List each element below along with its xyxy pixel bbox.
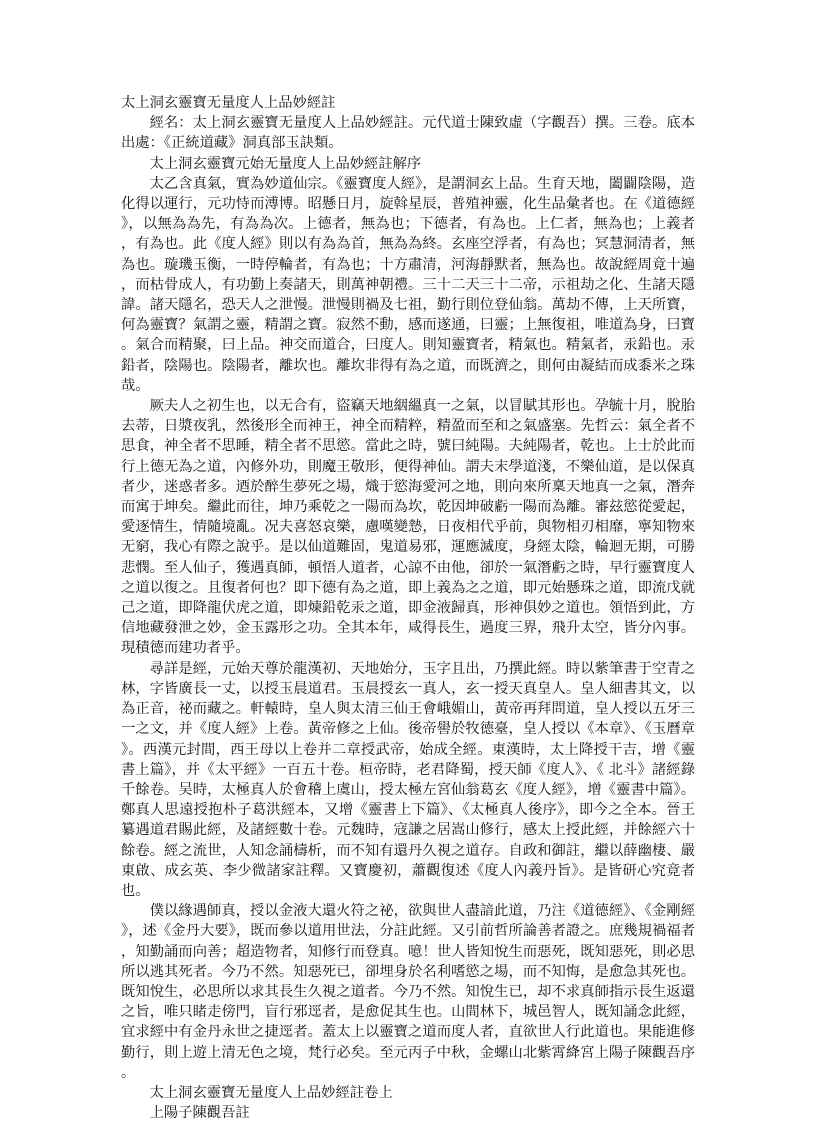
preface-paragraph-4: 僕以緣遇師真，授以金液大還火符之祕，欲與世人盡諳此道，乃注《道德經》、《金剛經》，述《金丹大要》，既而參以道用世法，分註此經。又引前哲所論善者證之。庶幾規禍福者，知勤誦而向善；超造物者，知修行而登真。噫！世人皆知悅生而惡死，既知惡死，則必思所以逃其死者。今乃不然。知惡死已，卻埋身於名利嗜慾之場，而不知悔，是愈急其死也。既知悅生，必思所以求其長生久視之道者。今乃不然。知悅生已，却不求真師指示長生返還之旨，唯只睹走傍門，盲行邪逕者，是愈促其生也。山間林下，城邑智人，既知誦念此經，宜求經中有金丹永世之捷逕者。蓋太上以靈寶之道而度人者，直欲世人行此道也。果能進修勤行，則上遊上清无色之境，梵行必矣。至元丙子中秋，金螺山北紫霄絳宮上陽子陳觀吾序。: [121, 903, 695, 1081]
preface-title: 太上洞玄靈寶元始无量度人上品妙經註解序: [149, 155, 422, 172]
author-line: 上陽子陳觀吾註: [149, 1105, 250, 1122]
volume-title: 太上洞玄靈寶无量度人上品妙經註卷上: [149, 1084, 393, 1101]
document-meta: 經名：太上洞玄靈寶无量度人上品妙經註。元代道士陳致虛（字觀吾）撰。三卷。底本出處：《正統道藏》洞真部玉訣類。: [121, 115, 695, 152]
preface-paragraph-2: 厥夫人之初生也，以无合有，盜竊天地絪縕真一之氣，以冒賦其形也。孕毓十月，脫胎去蒂，日漿夜乳，然後形全而神王，神全而精粹，精盈而至和之氣盛塞。先哲云：氣全者不思食，神全者不思睡，精全者不思慾。當此之時，號曰純陽。夫純陽者，乾也。上士於此而行上德无為之道，內修外功，則魔王敬形，便得神仙。謂夫末學道淺，不樂仙道，是以保真者少，迷惑者多。迺於醉生夢死之場，熾于慾海愛河之地，則向來所稟天地真一之氣，潛奔而寓于坤矣。繼此而往，坤乃乘乾之一陽而為坎，乾因坤破虧一陽而為離。審玆慾從愛起，愛逐情生，情隨境亂。况夫喜怒哀樂，慮嘆變慹，日夜相代乎前，與物相刃相靡，寧知物來无窮，我心有際之說乎。是以仙道難固，鬼道易邪，運應滅度，身經太陰，輪迴无期，可勝悲憫。至人仙子，獲遇真師，頓悟人道者，心諒不由他，卻於一氣潛虧之時，早行靈寶度人之道以復之。且復者何也？即下德有為之道，即上義為之之道，即元始懸珠之道，即流戊就己之道，即降龍伏虎之道，即煉鉛乾汞之道，即金液歸真，形神俱妙之道也。領悟到此，方信地藏發泄之妙，金玉露形之功。全其本年，咸得長生，過度三界，飛升太空，皆分內事。現積德而建功者乎。: [121, 398, 695, 657]
document-page: [121, 93, 695, 1123]
document-title: 太上洞玄靈寶无量度人上品妙經註: [121, 95, 336, 111]
preface-paragraph-1: 太乙含真氣，實為妙道仙宗。《靈寶度人經》，是謂洞玄上品。生育天地，闔闢陰陽，造化得以運行，元功恃而溥博。昭懸日月，旋斡星辰，普殖神靈，化生品彙者也。在《道德經》，以無為為先，有為為次。上德者，無為也；下德者，有為也。上仁者，無為也；上義者，有為也。此《度人經》則以有為為首，無為為終。玄座空浮者，有為也；冥慧洞清者，無為也。璇璣玉衡，一時停輪者，有為也；十方肅清，河海靜默者，無為也。故說經周竟十遍，而枯骨成人，有功勤上奏諸天，則萬神朝禮。三十二天三十二帝，示祖劫之化、生諸天隱諱。諸天隱名，恐天人之泄慢。泄慢則禍及七祖，勤行則位登仙翁。萬劫不傳，上天所寶，何為靈寶？氣謂之靈，精謂之寶。寂然不動，感而遂通，曰靈；上無復祖，唯道為身，曰寶。氣合而精聚，曰上品。神交而道合，曰度人。則知靈寶者，精氣也。精氣者，汞鉛也。汞鉛者，陰陽也。陰陽者，離坎也。離坎非得有為之道，而既濟之，則何由凝結而成黍米之珠哉。: [121, 175, 695, 394]
preface-paragraph-3: 尋詳是經，元始天尊於龍漢初、天地始分，玉字且出，乃撰此經。時以紫筆書于空青之林，字皆廣長一丈，以授玉晨道君。玉晨授玄一真人，玄一授天真皇人。皇人細書其文，以為正音，祕而藏之。軒轅時，皇人與太清三仙王會峨媚山，黃帝再拜問道，皇人授以五牙三一之文，并《度人經》上卷。黃帝修之上仙。後帝嚳於牧德臺，皇人授以《本章》、《玉曆章》。西漢元封間，西王母以上卷并二章授武帝，始成全經。東漢時，太上降授干吉，增《靈書上篇》，并《太平經》一百五十卷。桓帝時，老君降蜀，授天師《度人》、《 北斗》諸經錄千餘卷。吴時，太極真人於會稽上虞山，授太極左宮仙翁葛玄《度人經》，增《靈書中篇》。鄭真人思遠授抱朴子葛洪經本，又增《靈書上下篇》、《太極真人後序》，即今之全本。晉王纂遇道君賜此經，及諸經數十卷。元魏時，寇謙之居嵩山修行，感太上授此經，并餘經六十餘卷。經之流世，人知念誦檮析，而不知有還丹久視之道存。自政和御註，繼以薛幽棲、嚴東啟、成玄英、李少微諸家註釋。又寶慶初，蕭觀復述《度人內義丹旨》。是皆研心究竟者也。: [121, 660, 695, 899]
